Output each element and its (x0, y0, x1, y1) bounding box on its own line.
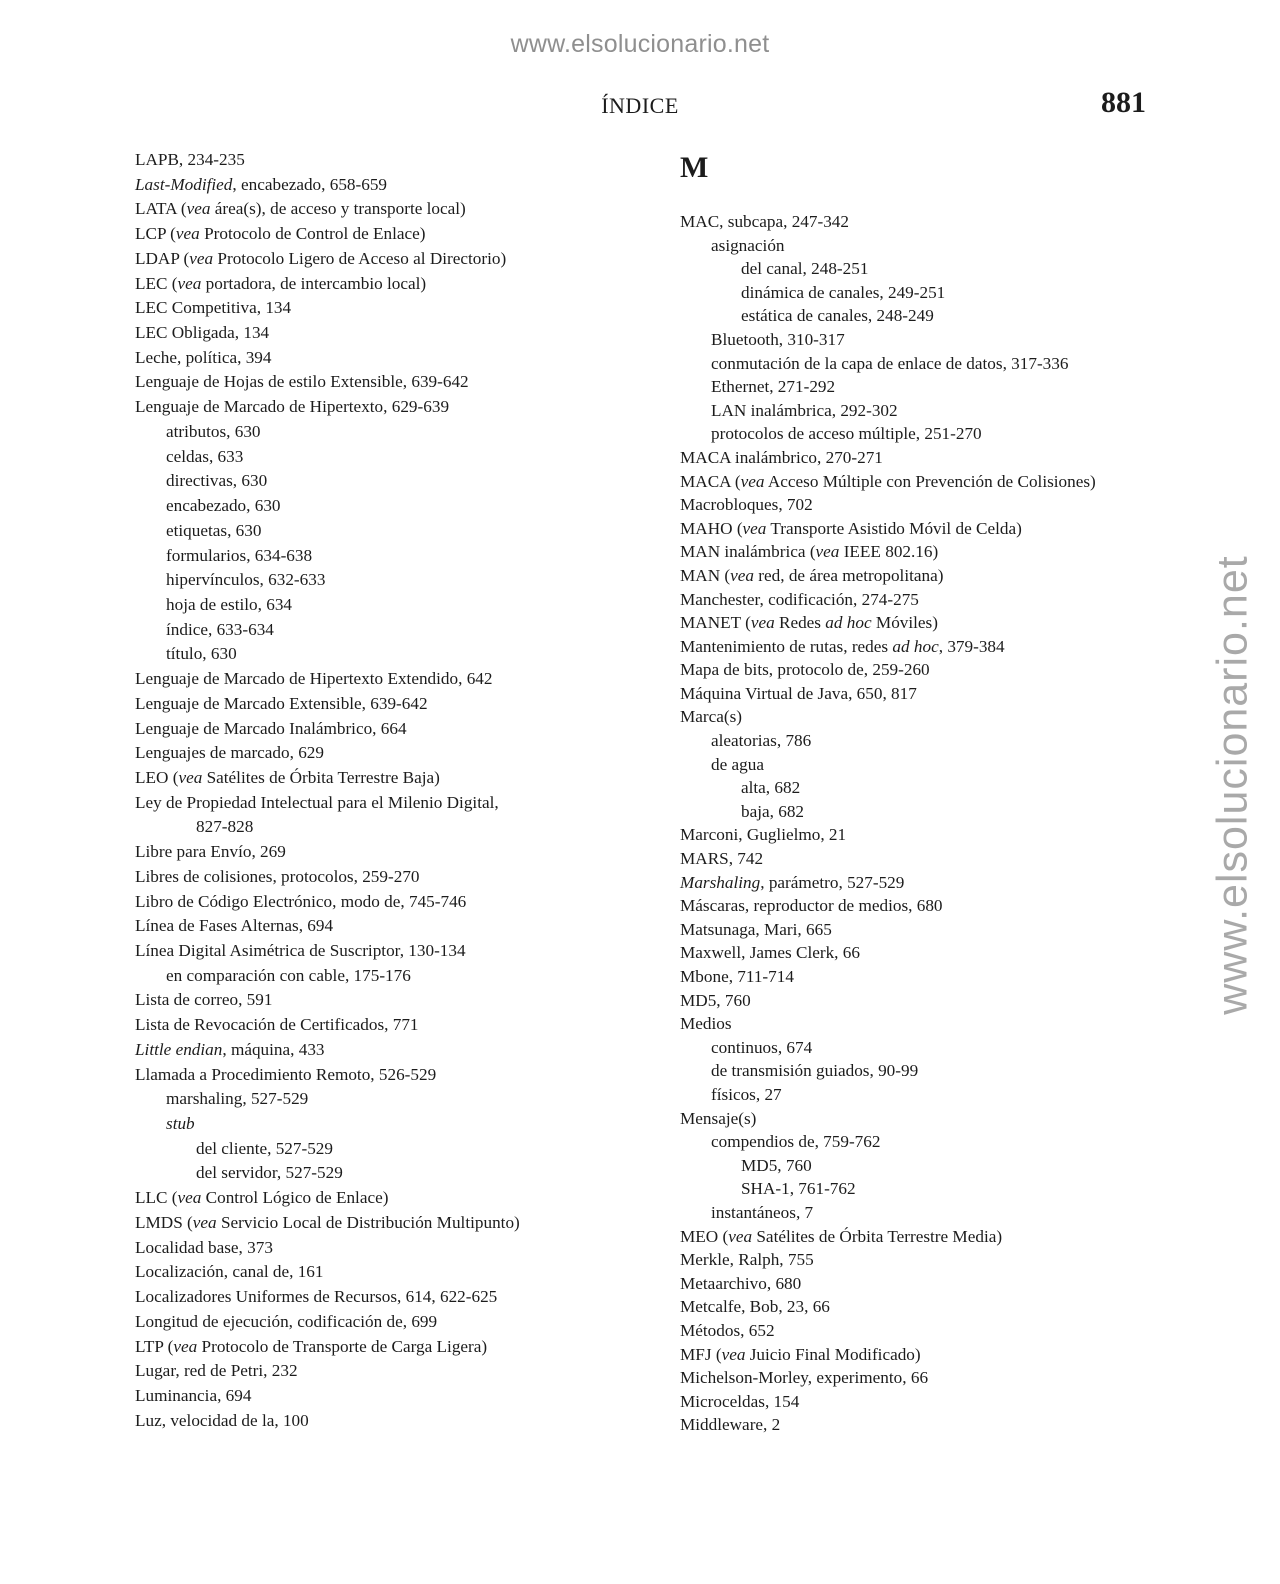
watermark-side: www.elsolucionario.net (1208, 555, 1257, 1015)
index-entry: Maxwell, James Clerk, 66 (680, 943, 860, 963)
index-entry: hoja de estilo, 634 (166, 594, 293, 614)
index-entry: Marconi, Guglielmo, 21 (680, 825, 847, 845)
index-entry: LCP (vea Protocolo de Control de Enlace) (135, 224, 426, 244)
index-entry: SHA-1, 761-762 (741, 1179, 856, 1199)
index-entry: Microceldas, 154 (680, 1391, 800, 1411)
index-entry: directivas, 630 (166, 471, 268, 491)
index-entry: compendios de, 759-762 (711, 1132, 881, 1152)
index-entry: etiquetas, 630 (166, 520, 262, 540)
index-entry: LEC Obligada, 134 (135, 323, 270, 343)
index-entry: MAHO (vea Transporte Asistido Móvil de Celda) (680, 518, 1022, 538)
section-letter: M (680, 151, 709, 184)
index-entry: Mantenimiento de rutas, redes ad hoc, 379-384 (680, 636, 1005, 656)
index-entry: MEO (vea Satélites de Órbita Terrestre Media) (680, 1226, 1003, 1246)
index-entry: Máquina Virtual de Java, 650, 817 (680, 683, 917, 703)
index-entry: instantáneos, 7 (711, 1202, 814, 1222)
index-entry: MARS, 742 (680, 849, 764, 869)
index-entry: Marshaling, parámetro, 527-529 (680, 872, 905, 892)
index-entry: LEC Competitiva, 134 (135, 298, 292, 318)
index-entry: Lenguaje de Marcado de Hipertexto Extendido, 642 (135, 669, 493, 689)
index-entry: LEC (vea portadora, de intercambio local) (135, 273, 427, 293)
index-entry: Línea de Fases Alternas, 694 (135, 916, 334, 936)
index-entries-right (680, 210, 1180, 1437)
index-entry: Metaarchivo, 680 (680, 1273, 802, 1293)
index-entry: Merkle, Ralph, 755 (680, 1250, 814, 1270)
index-entry: Métodos, 652 (680, 1320, 775, 1340)
index-entry: Lenguaje de Hojas de estilo Extensible, 639-642 (135, 372, 469, 392)
index-entry: Localidad base, 373 (135, 1237, 273, 1257)
index-entry: Marca(s) (680, 707, 743, 727)
index-entry: Ethernet, 271-292 (711, 377, 836, 397)
running-head: ÍNDICE (601, 93, 679, 118)
index-entry: LMDS (vea Servicio Local de Distribución Multipunto) (135, 1212, 520, 1232)
index-entry: MAN (vea red, de área metropolitana) (680, 565, 944, 585)
index-entry: Medios (680, 1014, 732, 1034)
index-entry: de transmisión guiados, 90-99 (711, 1061, 919, 1081)
index-entry: Línea Digital Asimétrica de Suscriptor, 130-134 (135, 941, 466, 960)
index-entry: Little endian, máquina, 433 (135, 1039, 325, 1059)
index-entry: Mapa de bits, protocolo de, 259-260 (680, 660, 930, 680)
index-entry: Manchester, codificación, 274-275 (680, 589, 919, 609)
index-entry: Macrobloques, 702 (680, 495, 813, 515)
index-entry: MAC, subcapa, 247-342 (680, 212, 849, 231)
index-entry: LATA (vea área(s), de acceso y transporte local) (135, 199, 466, 219)
index-entry: formularios, 634-638 (166, 545, 313, 565)
index-entry: LEO (vea Satélites de Órbita Terrestre Baja) (135, 767, 440, 787)
index-entry: LAN inalámbrica, 292-302 (711, 400, 898, 420)
index-entry: Luminancia, 694 (135, 1385, 252, 1405)
index-entry: protocolos de acceso múltiple, 251-270 (711, 424, 982, 444)
index-entry: título, 630 (166, 644, 237, 664)
index-entry: Mensaje(s) (680, 1108, 757, 1128)
index-entry: Bluetooth, 310-317 (711, 329, 845, 349)
index-entry: MD5, 760 (680, 990, 751, 1010)
index-entry: Leche, política, 394 (135, 347, 272, 367)
index-entry: Luz, velocidad de la, 100 (135, 1410, 309, 1430)
index-entry: 827-828 (196, 817, 254, 837)
index-entry: celdas, 633 (166, 446, 244, 466)
index-entry: asignación (711, 235, 785, 255)
index-entry: Localización, canal de, 161 (135, 1262, 324, 1282)
index-entry: LTP (vea Protocolo de Transporte de Carga Ligera) (135, 1336, 488, 1356)
index-entry: Middleware, 2 (680, 1415, 781, 1435)
index-entry: atributos, 630 (166, 421, 261, 441)
index-entry: MFJ (vea Juicio Final Modificado) (680, 1344, 921, 1364)
index-entry: MAN inalámbrica (vea IEEE 802.16) (680, 542, 939, 562)
index-entry: stub (166, 1114, 195, 1134)
index-entry: Ley de Propiedad Intelectual para el Milenio Digital, (135, 792, 499, 812)
index-entry: físicos, 27 (711, 1084, 782, 1104)
index-entry: Libre para Envío, 269 (135, 842, 286, 862)
index-entry: Longitud de ejecución, codificación de, 699 (135, 1311, 438, 1331)
index-entry: MANET (vea Redes ad hoc Móviles) (680, 613, 938, 633)
index-entry: Lenguaje de Marcado de Hipertexto, 629-639 (135, 397, 450, 417)
page-number: 881 (1101, 86, 1146, 119)
watermark-top: www.elsolucionario.net (510, 30, 770, 58)
index-entry: Matsunaga, Mari, 665 (680, 919, 832, 939)
index-entry: estática de canales, 248-249 (741, 306, 934, 326)
index-entry: aleatorias, 786 (711, 731, 812, 751)
index-entry: hipervínculos, 632-633 (166, 570, 326, 590)
index-entry: Lenguajes de marcado, 629 (135, 743, 324, 763)
index-entry: Metcalfe, Bob, 23, 66 (680, 1297, 830, 1317)
index-entry: Mbone, 711-714 (680, 967, 794, 986)
index-entry: de agua (711, 754, 764, 774)
index-entry: Lista de Revocación de Certificados, 771 (135, 1015, 419, 1035)
index-entry: Lenguaje de Marcado Extensible, 639-642 (135, 693, 428, 713)
index-entry: LLC (vea Control Lógico de Enlace) (135, 1188, 389, 1208)
index-entry: Máscaras, reproductor de medios, 680 (680, 896, 943, 916)
index-entry: Llamada a Procedimiento Remoto, 526-529 (135, 1064, 437, 1084)
index-column-left (135, 148, 635, 1433)
index-entry: continuos, 674 (711, 1037, 813, 1057)
index-entry: del canal, 248-251 (741, 259, 869, 279)
index-entry: en comparación con cable, 175-176 (166, 965, 411, 985)
index-entry: Libro de Código Electrónico, modo de, 745-746 (135, 891, 467, 911)
index-entry: Lenguaje de Marcado Inalámbrico, 664 (135, 718, 407, 738)
index-entry: Last-Modified, encabezado, 658-659 (135, 174, 388, 194)
index-entry: encabezado, 630 (166, 496, 281, 516)
index-entry: MACA inalámbrico, 270-271 (680, 447, 883, 467)
index-column-right (680, 148, 1180, 1437)
index-entry: alta, 682 (741, 778, 801, 798)
index-entry: Michelson-Morley, experimento, 66 (680, 1368, 929, 1388)
index-entry: LDAP (vea Protocolo Ligero de Acceso al Directorio) (135, 248, 507, 268)
index-entry: baja, 682 (741, 801, 805, 821)
index-entry: dinámica de canales, 249-251 (741, 282, 946, 302)
index-entry: LAPB, 234-235 (135, 150, 245, 169)
index-entry: Lista de correo, 591 (135, 990, 273, 1010)
index-entry: Localizadores Uniformes de Recursos, 614, 622-625 (135, 1287, 498, 1307)
index-entry: MD5, 760 (741, 1155, 812, 1175)
index-entry: Lugar, red de Petri, 232 (135, 1361, 298, 1381)
index-entry: marshaling, 527-529 (166, 1089, 309, 1109)
index-entry: MACA (vea Acceso Múltiple con Prevención de Colisiones) (680, 471, 1096, 491)
index-entry: del cliente, 527-529 (196, 1138, 333, 1158)
index-entry: conmutación de la capa de enlace de datos, 317-336 (711, 353, 1069, 373)
index-entry: del servidor, 527-529 (196, 1163, 343, 1183)
index-entry: Libres de colisiones, protocolos, 259-270 (135, 866, 420, 886)
index-entry: índice, 633-634 (166, 619, 274, 639)
